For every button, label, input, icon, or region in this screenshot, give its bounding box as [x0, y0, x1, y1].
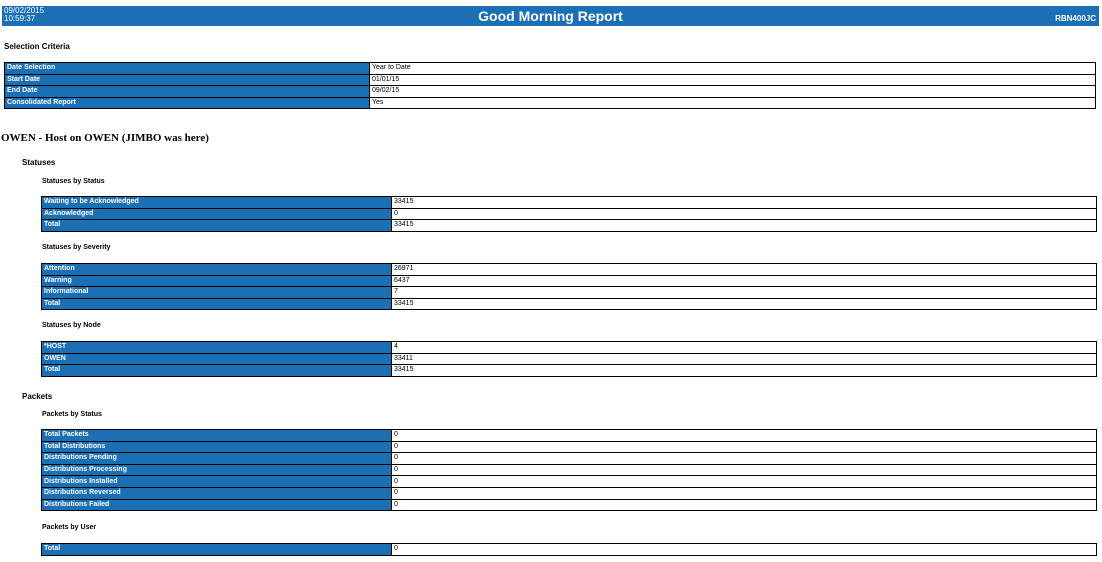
- row-label: Total: [42, 298, 392, 310]
- row-value: 0: [392, 544, 1097, 556]
- row-value: 0: [392, 476, 1097, 488]
- statuses-by-node-table: [41, 341, 1097, 377]
- row-value: 33415: [392, 298, 1097, 310]
- report-title: Good Morning Report: [478, 8, 623, 24]
- table-row: [42, 353, 1097, 365]
- table-row: [42, 275, 1097, 287]
- row-label: Total: [42, 544, 392, 556]
- row-label: End Date: [5, 86, 370, 98]
- row-label: *HOST: [42, 342, 392, 354]
- row-value: 0: [392, 453, 1097, 465]
- table-row: [42, 430, 1097, 442]
- row-value: 7: [392, 287, 1097, 299]
- row-label: Informational: [42, 287, 392, 299]
- row-value: 26971: [392, 264, 1097, 276]
- row-value: Year to Date: [370, 63, 1096, 75]
- row-label: Waiting to be Acknowledged: [42, 197, 392, 209]
- table-row: [42, 499, 1097, 511]
- row-value: 0: [392, 430, 1097, 442]
- row-value: 0: [392, 487, 1097, 499]
- table-row: [5, 97, 1096, 109]
- row-label: Total: [42, 365, 392, 377]
- packets-by-user-table: [41, 543, 1097, 556]
- row-value: Yes: [370, 97, 1096, 109]
- row-label: Total Distributions: [42, 441, 392, 453]
- statuses-heading: Statuses: [22, 158, 56, 167]
- table-row: [5, 63, 1096, 75]
- row-label: Attention: [42, 264, 392, 276]
- report-header: [2, 6, 1099, 26]
- table-row: [42, 365, 1097, 377]
- statuses-by-status-table: [41, 196, 1097, 232]
- row-label: Distributions Processing: [42, 464, 392, 476]
- table-row: [42, 487, 1097, 499]
- table-row: [42, 298, 1097, 310]
- row-label: Warning: [42, 275, 392, 287]
- packets-heading: Packets: [22, 392, 53, 401]
- table-row: [5, 74, 1096, 86]
- row-label: Date Selection: [5, 63, 370, 75]
- row-value: 0: [392, 208, 1097, 220]
- table-row: [42, 287, 1097, 299]
- row-label: Start Date: [5, 74, 370, 86]
- row-label: Distributions Reversed: [42, 487, 392, 499]
- row-label: Distributions Failed: [42, 499, 392, 511]
- report-code: RBN400JC: [1055, 14, 1096, 23]
- statuses-by-severity-heading: Statuses by Severity: [42, 244, 111, 251]
- row-label: Distributions Installed: [42, 476, 392, 488]
- table-row: [42, 220, 1097, 232]
- row-label: Acknowledged: [42, 208, 392, 220]
- table-row: [42, 208, 1097, 220]
- statuses-by-node-heading: Statuses by Node: [42, 322, 101, 329]
- table-row: [5, 86, 1096, 98]
- row-value: 6437: [392, 275, 1097, 287]
- row-value: 4: [392, 342, 1097, 354]
- row-value: 33411: [392, 353, 1097, 365]
- row-label: Distributions Pending: [42, 453, 392, 465]
- selection-criteria-table: [4, 62, 1096, 109]
- table-row: [42, 441, 1097, 453]
- table-row: [42, 544, 1097, 556]
- row-value: 33415: [392, 365, 1097, 377]
- row-value: 0: [392, 499, 1097, 511]
- row-label: Consolidated Report: [5, 97, 370, 109]
- table-row: [42, 197, 1097, 209]
- row-value: 01/01/15: [370, 74, 1096, 86]
- selection-criteria-heading: Selection Criteria: [4, 42, 70, 51]
- statuses-by-status-heading: Statuses by Status: [42, 178, 105, 185]
- report-time: 10:59:37: [4, 14, 36, 23]
- row-value: 33415: [392, 220, 1097, 232]
- table-row: [42, 464, 1097, 476]
- table-row: [42, 342, 1097, 354]
- packets-by-status-table: [41, 429, 1097, 511]
- table-row: [42, 264, 1097, 276]
- packets-by-user-heading: Packets by User: [42, 524, 97, 531]
- table-row: [42, 453, 1097, 465]
- table-row: [42, 476, 1097, 488]
- row-label: OWEN: [42, 353, 392, 365]
- row-value: 0: [392, 464, 1097, 476]
- report-date: 09/02/2015: [4, 6, 45, 15]
- statuses-by-severity-table: [41, 263, 1097, 310]
- host-heading: OWEN - Host on OWEN (JIMBO was here): [1, 132, 209, 144]
- row-value: 09/02/15: [370, 86, 1096, 98]
- row-label: Total: [42, 220, 392, 232]
- row-value: 0: [392, 441, 1097, 453]
- packets-by-status-heading: Packets by Status: [42, 411, 102, 418]
- row-value: 33415: [392, 197, 1097, 209]
- row-label: Total Packets: [42, 430, 392, 442]
